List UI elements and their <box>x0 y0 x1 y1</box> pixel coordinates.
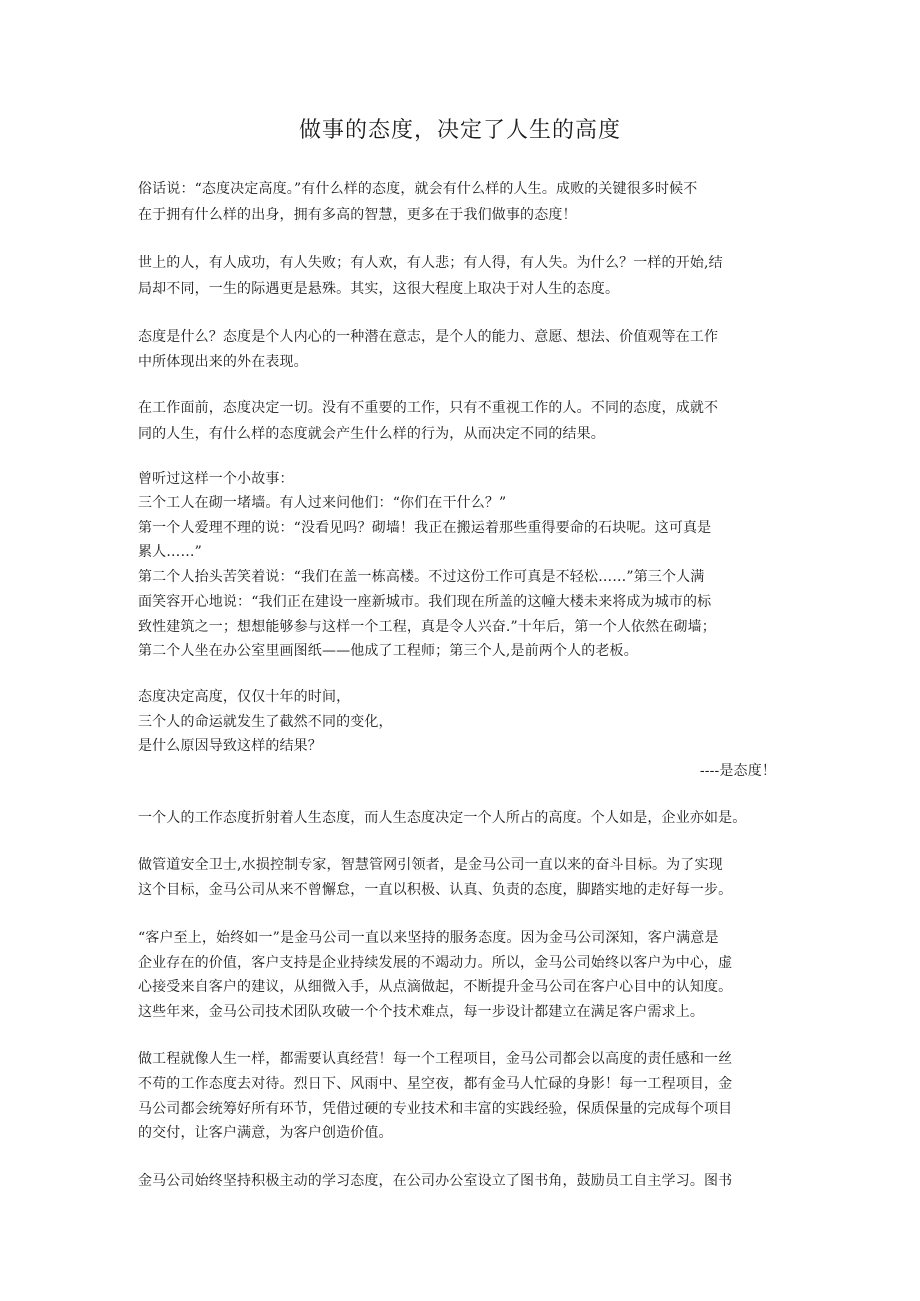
paragraph-line: 局却不同，一生的际遇更是悬殊。其实，这很大程度上取决于对人生的态度。 <box>138 281 620 297</box>
paragraph-line: 第二个人坐在办公室里画图纸——他成了工程师；第三个人,是前两个人的老板。 <box>138 643 638 659</box>
paragraph-line: 金马公司始终坚持积极主动的学习态度，在公司办公室设立了图书角，鼓励员工自主学习。图书 <box>138 1173 733 1189</box>
paragraph-line: 俗话说：“态度决定高度。”有什么样的态度，就会有什么样的人生。成败的关键很多时候不 <box>138 181 698 197</box>
paragraph-line: 马公司都会统筹好所有环节，凭借过硬的专业技术和丰富的实践经验，保质保量的完成每个项目 <box>138 1101 733 1117</box>
paragraph-line: 这些年来，金马公司技术团队攻破一个个技术难点，每一步设计都建立在满足客户需求上。 <box>138 1004 704 1020</box>
paragraph-line: 中所体现出来的外在表现。 <box>138 354 308 370</box>
paragraph-line: 是什么原因导致这样的结果？ <box>138 738 322 754</box>
paragraph-line: 同的人生，有什么样的态度就会产生什么样的行为，从而决定不同的结果。 <box>138 426 605 442</box>
paragraph-line: 致性建筑之一；想想能够参与这样一个工程，真是令人兴奋.”十年后，第一个人依然在砌墙； <box>138 619 716 635</box>
signature-line: ----是态度！ <box>699 763 776 779</box>
paragraph-line: 做工程就像人生一样，都需要认真经营！每一个工程项目，金马公司都会以高度的责任感和一丝 <box>138 1051 733 1067</box>
paragraph-line: 这个目标，金马公司从来不曾懈怠，一直以积极、认真、负责的态度，脚踏实地的走好每一步。 <box>138 882 733 898</box>
document-title: 做事的态度，决定了人生的高度 <box>298 118 621 143</box>
paragraph-line: 第一个人爱理不理的说：“没看见吗？砌墙！我正在搬运着那些重得要命的石块呢。这可真是 <box>138 520 712 536</box>
paragraph-line: 面笑容开心地说：“我们正在建设一座新城市。我们现在所盖的这幢大楼未来将成为城市的标 <box>138 594 712 610</box>
paragraph-line: 在于拥有什么样的出身，拥有多高的智慧，更多在于我们做事的态度！ <box>138 207 577 223</box>
paragraph-line: 态度决定高度，仅仅十年的时间， <box>138 689 351 705</box>
paragraph-line: 态度是什么？态度是个人内心的一种潜在意志，是个人的能力、意愿、想法、价值观等在工作 <box>138 329 719 345</box>
paragraph-line: 第二个人抬头苦笑着说：“我们在盖一栋高楼。不过这份工作可真是不轻松……”第三个人满 <box>138 569 705 585</box>
paragraph-line: 三个人的命运就发生了截然不同的变化， <box>138 714 393 730</box>
paragraph-line: 不苟的工作态度去对待。烈日下、风雨中、星空夜，都有金马人忙碌的身影！每一工程项目，金 <box>138 1076 733 1092</box>
paragraph-line: 曾听过这样一个小故事： <box>138 471 294 487</box>
paragraph-line: 的交付，让客户满意，为客户创造价值。 <box>138 1125 393 1141</box>
paragraph-line: 一个人的工作态度折射着人生态度，而人生态度决定一个人所占的高度。个人如是，企业亦如是。 <box>138 810 747 826</box>
paragraph-line: “客户至上，始终如一”是金马公司一直以来坚持的服务态度。因为金马公司深知，客户满意是 <box>138 930 719 946</box>
paragraph-line: 做管道安全卫士,水损控制专家，智慧管网引领者，是金马公司一直以来的奋斗目标。为了实现 <box>138 857 723 873</box>
paragraph-line: 心接受来自客户的建议，从细微入手，从点滴做起，不断提升金马公司在客户心目中的认知度。 <box>138 979 733 995</box>
paragraph-line: 企业存在的价值，客户支持是企业持续发展的不竭动力。所以，金马公司始终以客户为中心，虚 <box>138 955 733 971</box>
paragraph-line: 世上的人，有人成功，有人失败；有人欢，有人悲；有人得，有人失。为什么？一样的开始,结 <box>138 255 723 271</box>
paragraph-line: 累人……” <box>138 544 202 560</box>
paragraph-line: 在工作面前，态度决定一切。没有不重要的工作，只有不重视工作的人。不同的态度，成就不 <box>138 400 719 416</box>
paragraph-line: 三个工人在砌一堵墙。有人过来问他们：“你们在干什么？” <box>138 495 507 511</box>
